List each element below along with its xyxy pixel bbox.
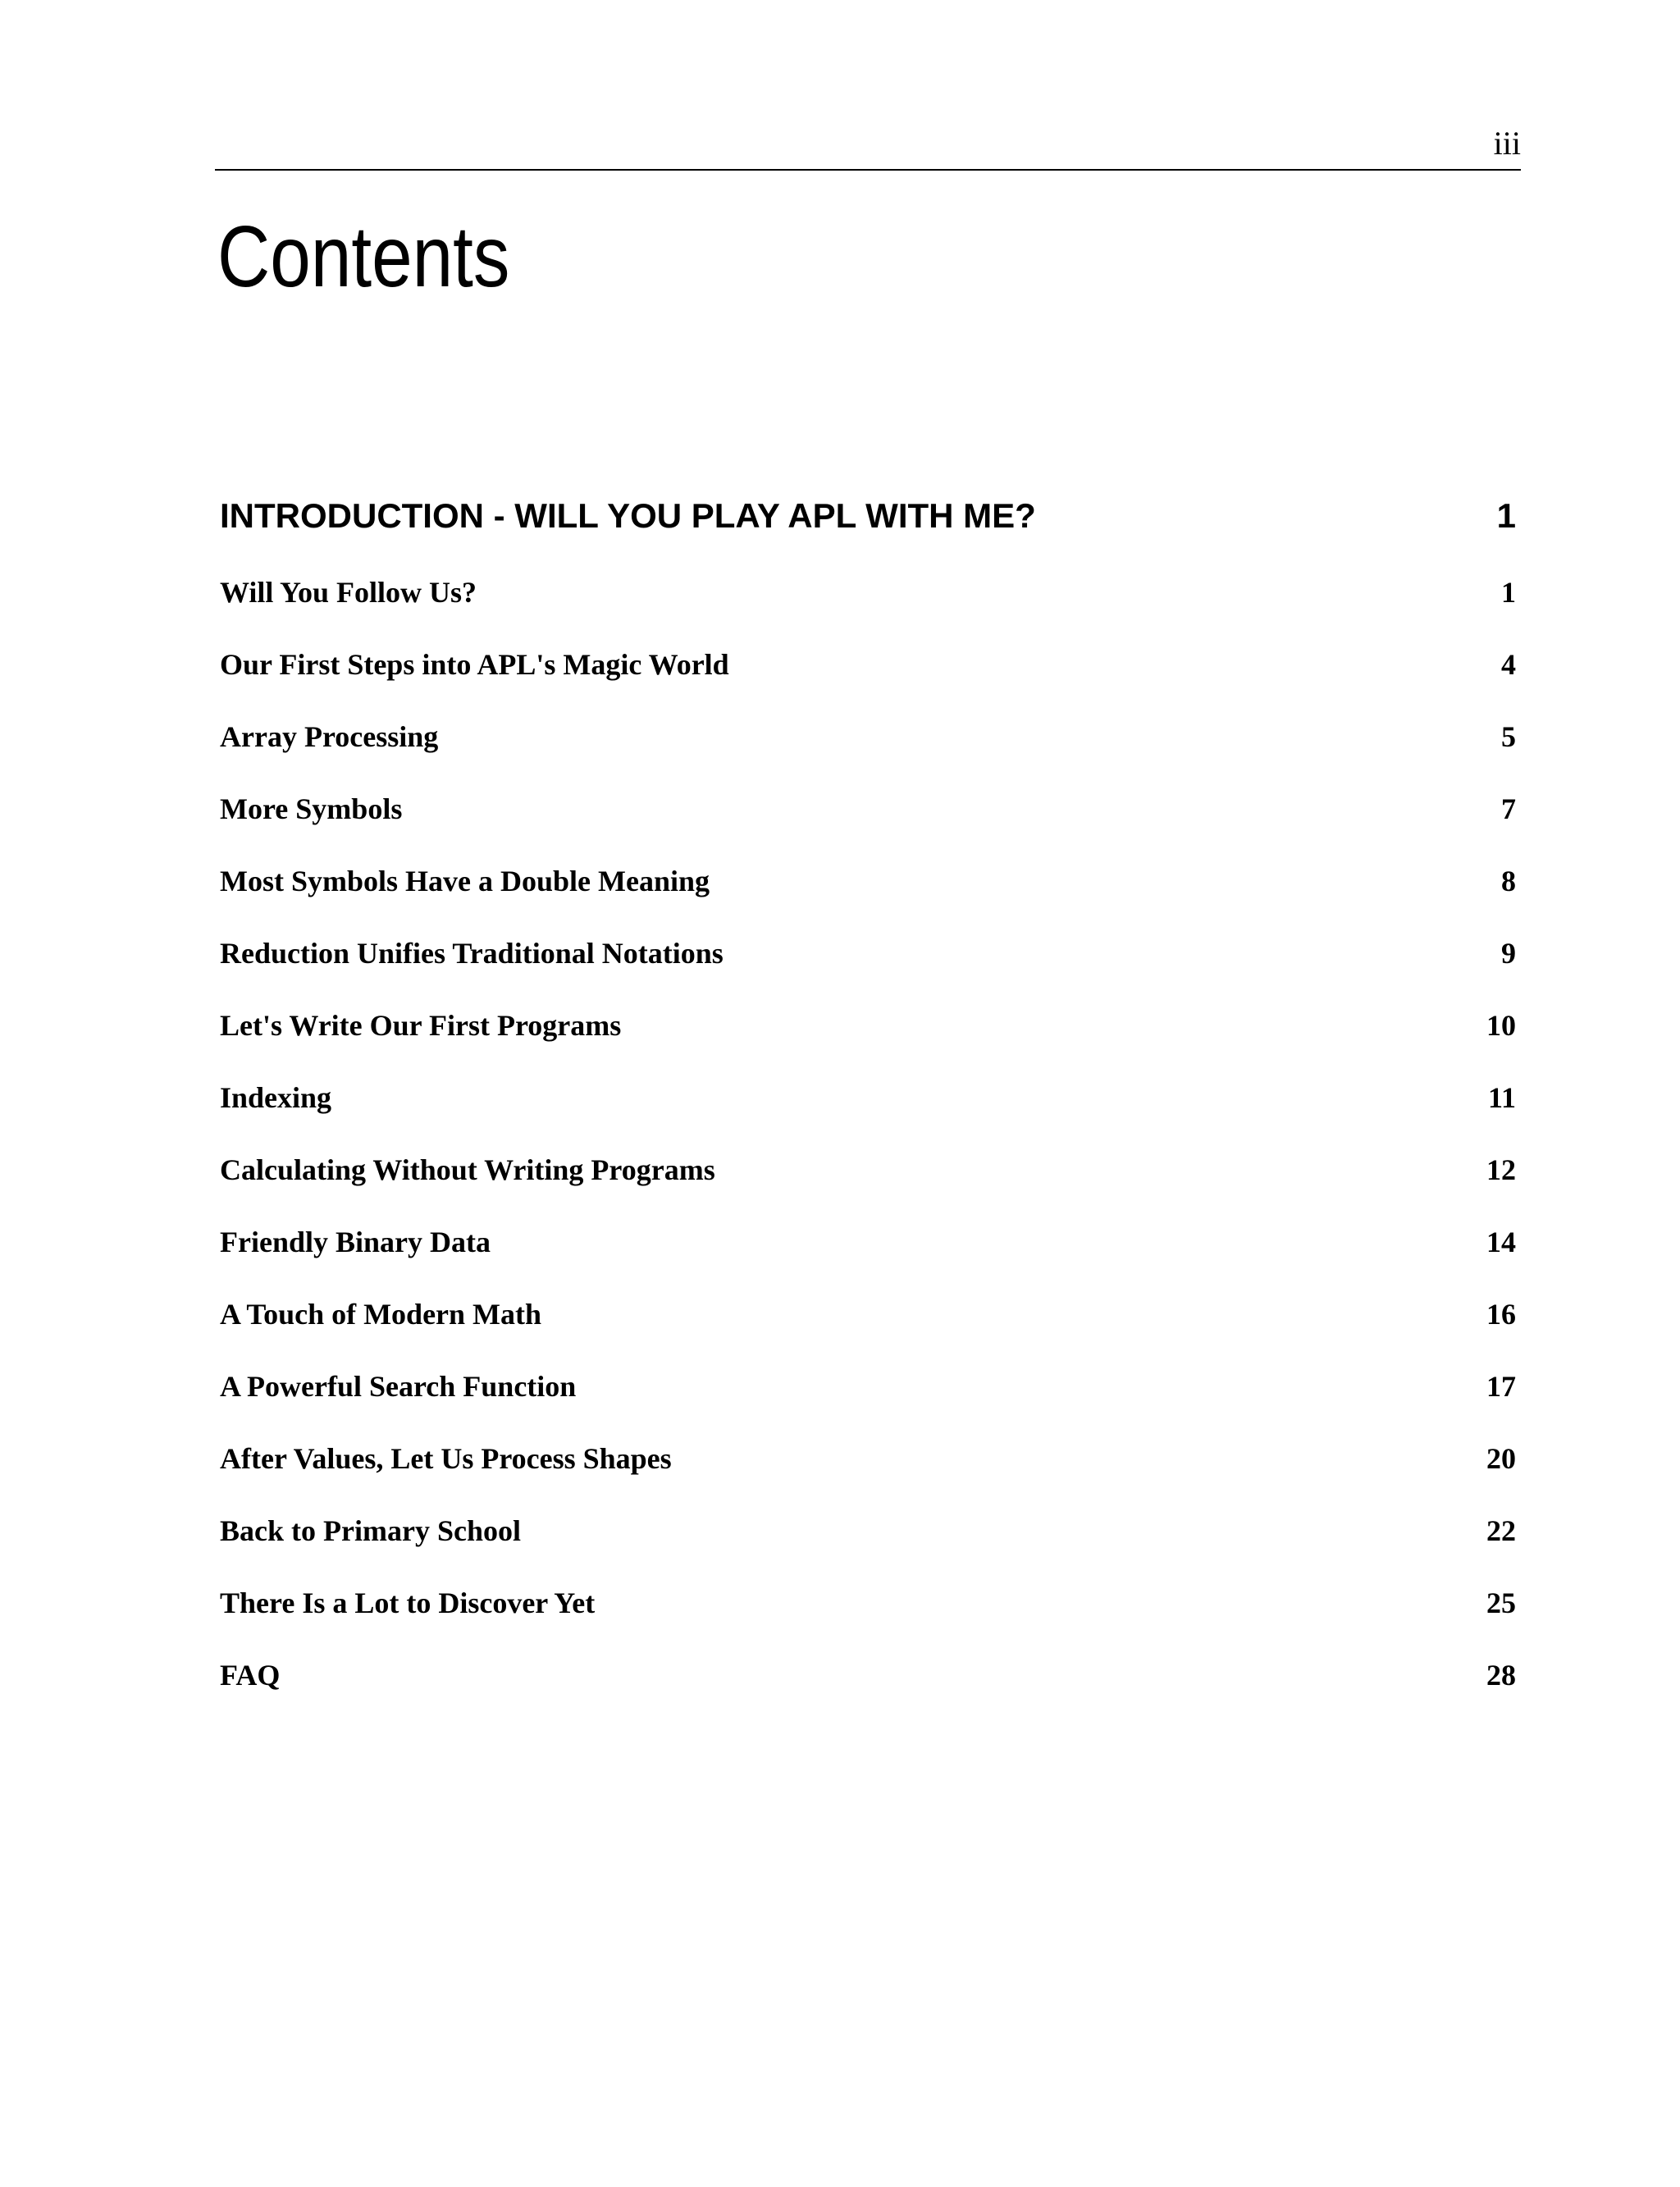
toc-entry-title: Array Processing: [220, 720, 439, 753]
toc-entry-page: 14: [1486, 1226, 1516, 1258]
toc-entry[interactable]: [220, 1294, 1516, 1334]
toc-entry-page: 8: [1501, 865, 1516, 897]
toc-entry-title: Our First Steps into APL's Magic World: [220, 648, 729, 681]
toc-entry[interactable]: [220, 1583, 1516, 1623]
toc-entry-page: 1: [1501, 576, 1516, 609]
toc-entry[interactable]: [220, 789, 1516, 829]
toc-entry-page: 11: [1487, 1081, 1516, 1114]
toc-entry[interactable]: [220, 717, 1516, 756]
toc-entry-page: 12: [1486, 1153, 1516, 1186]
toc-entry[interactable]: [220, 1078, 1516, 1117]
toc-entry[interactable]: [220, 645, 1516, 684]
toc-entry-page: 22: [1486, 1514, 1516, 1547]
toc-entry-page: 16: [1486, 1298, 1516, 1331]
toc-entry-title: Friendly Binary Data: [220, 1226, 491, 1258]
toc-entry-page: 9: [1501, 937, 1516, 970]
toc-entry-title: A Powerful Search Function: [220, 1370, 577, 1403]
toc-entry[interactable]: [220, 1439, 1516, 1478]
page-number: iii: [1493, 125, 1521, 162]
toc-entry[interactable]: [220, 1150, 1516, 1189]
toc-entry[interactable]: [220, 1222, 1516, 1262]
toc-entry[interactable]: [220, 573, 1516, 612]
toc-entry-page: 4: [1501, 648, 1516, 681]
toc-entry-page: 17: [1486, 1370, 1516, 1403]
toc-entry-title: There Is a Lot to Discover Yet: [220, 1587, 596, 1619]
toc-entry-title: Let's Write Our First Programs: [220, 1009, 622, 1042]
toc-entry-title: FAQ: [220, 1659, 281, 1692]
toc-entry-page: 7: [1501, 792, 1516, 825]
toc-entry-page: 25: [1486, 1587, 1516, 1619]
toc-entry-page: 10: [1486, 1009, 1516, 1042]
toc-entry[interactable]: [220, 934, 1516, 973]
page-title: Contents: [217, 208, 510, 305]
toc-chapter[interactable]: [220, 495, 1516, 537]
toc-entry[interactable]: [220, 1367, 1516, 1406]
toc-entry[interactable]: [220, 1655, 1516, 1695]
toc-entry-title: Most Symbols Have a Double Meaning: [220, 865, 710, 897]
toc-entry-page: 5: [1501, 720, 1516, 753]
toc-entry-title: Will You Follow Us?: [220, 576, 477, 609]
toc-entry[interactable]: [220, 1006, 1516, 1045]
toc-entry-page: 20: [1486, 1442, 1516, 1475]
toc-entry-title: Indexing: [220, 1081, 332, 1114]
toc-entry[interactable]: [220, 1511, 1516, 1550]
toc-entry-page: 28: [1486, 1659, 1516, 1692]
toc-entry-title: Back to Primary School: [220, 1514, 521, 1547]
toc-entry-title: Calculating Without Writing Programs: [220, 1153, 715, 1186]
header-rule: [215, 169, 1521, 171]
toc-entry[interactable]: [220, 861, 1516, 901]
toc-chapter-page: 1: [1496, 496, 1516, 535]
toc-entry-title: After Values, Let Us Process Shapes: [220, 1442, 672, 1475]
toc-chapter-title: INTRODUCTION - WILL YOU PLAY APL WITH ME?: [220, 496, 1036, 535]
toc-entry-title: A Touch of Modern Math: [220, 1298, 542, 1331]
toc-entry-title: More Symbols: [220, 792, 403, 825]
toc-entry-title: Reduction Unifies Traditional Notations: [220, 937, 724, 970]
